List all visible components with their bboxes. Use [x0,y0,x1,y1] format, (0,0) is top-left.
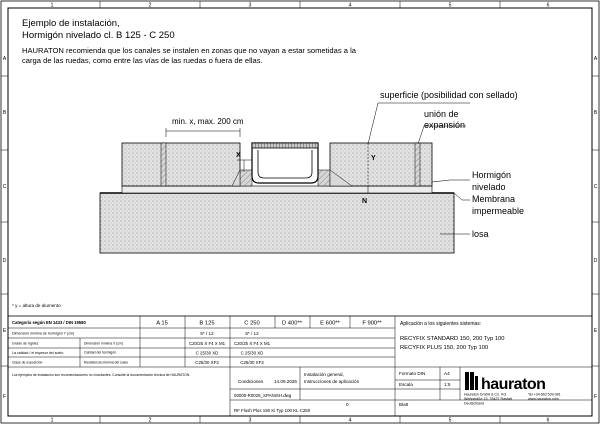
hauraton-logo [465,372,545,393]
expansion-joint-left [161,143,166,186]
frame-grid-right [592,56,599,400]
frame-row-d: D [2,258,7,264]
tb-scale-label: Escala [399,382,413,387]
callout-membrane-line2: impermeable [472,206,525,216]
frame-grid-left [1,56,8,400]
cross-section [100,117,454,253]
frame-col-1: 1 [50,2,54,9]
tb-row2-label2: Dimensión mínima X (cm) [84,341,123,346]
frame-row-e-right: E [593,328,598,334]
tb-class-b125: B 125 [199,320,215,327]
frame-row-c-right: C [593,184,598,190]
tb-subject-line1: Instalación general, [304,372,344,377]
tb-sheet-label: Blatt [399,402,409,407]
tb-system-2: RECYFIX PLUS 150, 200 Typ 100 [400,345,489,351]
title-block [8,316,592,416]
tb-address-3: Deutschland [464,401,484,406]
tb-subject-line2: Instrucciones de aplicación [304,379,360,384]
callout-membrane-line1: Membrana [472,194,516,204]
tb-disclaimer: Los ejemplos de instalación son recomendaciones no vinculantes. Consulte la documentación técnica de HAURATON. [12,373,191,377]
frame-col-4-bottom: 4 [348,417,352,424]
tb-address-1: Hauraton GmbH & Co. KG [464,392,507,397]
haunch-left [240,170,252,186]
page-title-line2: Hormigón nivelado cl. B 125 - C 250 [22,30,175,41]
callout-concrete-line2: nivelado [472,182,506,192]
frame-grid-top [51,1,550,9]
tb-row2-label: Dimensión mínima de hormigón Y (cm) [12,331,75,336]
frame-row-a: A [2,56,7,62]
tb-applies-label: Aplicación a los siguientes sistemas: [400,321,482,327]
tb-caption: RF Flush Plus 150 Ki Typ 100 KL C250 [234,408,311,413]
frame-col-5-bottom: 5 [448,417,452,424]
tb-class-d400: D 400** [282,320,302,327]
frame-row-c: C [2,184,7,190]
base-slab [100,193,454,253]
tb-row3-b: C20/25 X F4 X M1 [188,341,226,346]
tb-row4-c: C 25/30 XD [240,350,264,356]
frame-col-2: 2 [148,2,152,9]
frame-row-b-right: B [593,110,598,116]
callout-concrete-line1: Hormigón [472,170,512,180]
tb-row4-label: La calidad / el espesor del suelo [12,351,64,355]
tb-class-f900: F 900** [362,320,382,327]
frame-col-3-bottom: 3 [248,417,252,424]
frame-row-d-right: D [593,258,598,264]
tb-row3-c: C20/25 X F4 X M1 [233,341,271,346]
footnote: * y = altura de alumento [12,303,61,308]
frame-col-6: 6 [546,2,550,9]
hauraton-logo-mark [465,372,478,390]
dimension-label: min. x, max. 200 cm [172,117,244,126]
expansion-joint-right [415,143,420,186]
tb-date: 14.09.2026 [274,379,297,384]
tb-row4-b: C 25/30 XD [195,350,219,356]
n-mark: N [362,198,368,205]
callout-surface: superficie (posibilidad con sellado) [380,90,518,100]
tb-row2-c: 5* / 12 [245,331,259,336]
tb-format-value: A4 [444,371,450,376]
callout-joint-line1: unión de [424,109,459,119]
haunch-right [318,170,330,186]
callout-joint-line2: expansión [424,120,466,130]
tb-category-label: Categoría según EN 1433 / DIN 19580 [12,320,86,325]
callout-slab: losa [472,229,489,239]
tb-format-label: Formato DIN [399,371,426,376]
logo-wordmark: hauraton [481,376,546,393]
intro-text-line1: HAURATON recomienda que los canales se instalen en zonas que no vayan a estar sometidas a la [22,46,357,55]
tb-row5-label: Clase de exposición [12,360,43,365]
tb-conditions-label: Condiciones [238,379,264,384]
frame-col-6-bottom: 6 [546,417,550,424]
tb-system-1: RECYFIX STANDARD 150, 200 Typ 100 [400,336,505,342]
tb-drawing-number: 00000-R0025_SPANISH.dwg [234,393,292,398]
tb-row3-label2: Calidad del hormigón [84,350,117,355]
tb-tel: Tel +34 663 539 081 [528,392,561,397]
frame-col-3: 3 [248,2,252,9]
tb-address-2: Werkstraße 13, 76437 Rastatt [464,397,512,401]
concrete-bedding [122,186,432,193]
tb-row5-b: C25/30 XF3 [195,360,219,365]
intro-text-line2: carga de las ruedas, como entre las vías de las ruedas o fuera de ellas. [22,56,263,65]
frame-row-f-right: F [593,394,598,400]
tb-class-e600: E 600** [320,320,340,327]
tb-class-a15: A 15 [156,320,168,327]
tb-revision: 0 [346,402,349,407]
frame-col-5: 5 [448,2,452,9]
x-mark: X [236,152,241,159]
frame-col-4: 4 [348,2,352,9]
frame-col-2-bottom: 2 [148,417,152,424]
tb-class-c250: C 250 [244,320,260,327]
tb-row5-c: C25/30 XF3 [240,360,264,365]
drainage-channel [252,143,318,183]
frame-row-f: F [2,394,7,400]
frame-col-1-bottom: 1 [50,417,54,424]
left-surface-block [122,143,240,186]
y-mark: Y [371,155,376,162]
tb-row2-b: 5* / 12 [200,331,214,336]
frame-row-e: E [2,328,7,334]
tb-scale-value: 1:5 [444,382,451,387]
tb-row4-label2: Resistencia mínima del suelo [84,360,129,365]
tb-web: www.hauraton.com [528,397,559,401]
page-title-line1: Ejemplo de instalación, [22,18,120,29]
frame-grid-bottom [51,416,550,424]
tb-row3-label: Grado de rigidez [12,341,39,346]
frame-row-a-right: A [593,56,598,62]
channel-grate [252,143,318,148]
frame-row-b: B [2,110,7,116]
